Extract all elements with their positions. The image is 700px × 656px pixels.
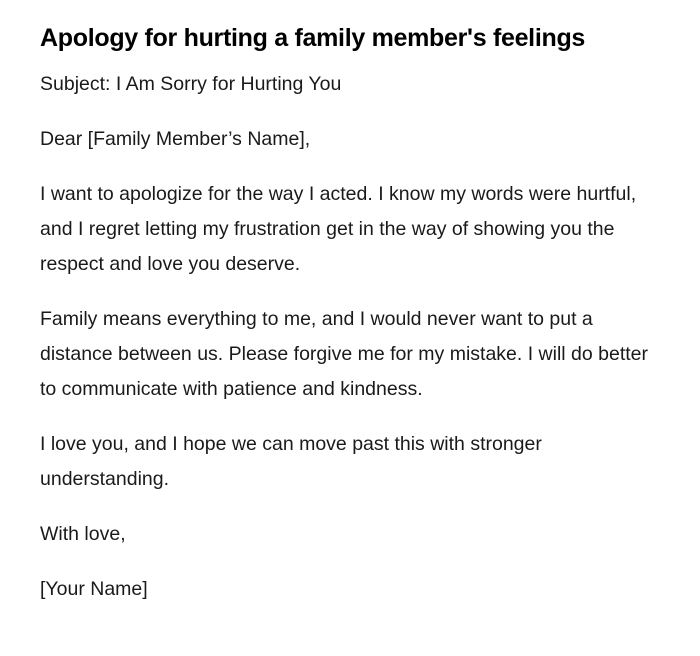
closing: With love, <box>40 523 126 545</box>
body-paragraph: Family means everything to me, and I would never want to put a distance between us. Please forgive me for my mistake. I will do better to communicate with patience and kindness. <box>40 308 649 400</box>
signature: [Your Name] <box>40 578 148 600</box>
greeting: Dear [Family Member’s Name], <box>40 128 311 150</box>
body-paragraph: I love you, and I hope we can move past this with stronger understanding. <box>40 433 542 490</box>
page-title: Apology for hurting a family member's feelings <box>40 24 586 52</box>
subject-line: Subject: I Am Sorry for Hurting You <box>40 73 342 95</box>
body-paragraph: I want to apologize for the way I acted. I know my words were hurtful, and I regret letting my frustration get in the way of showing you the respect and love you deserve. <box>40 183 637 275</box>
